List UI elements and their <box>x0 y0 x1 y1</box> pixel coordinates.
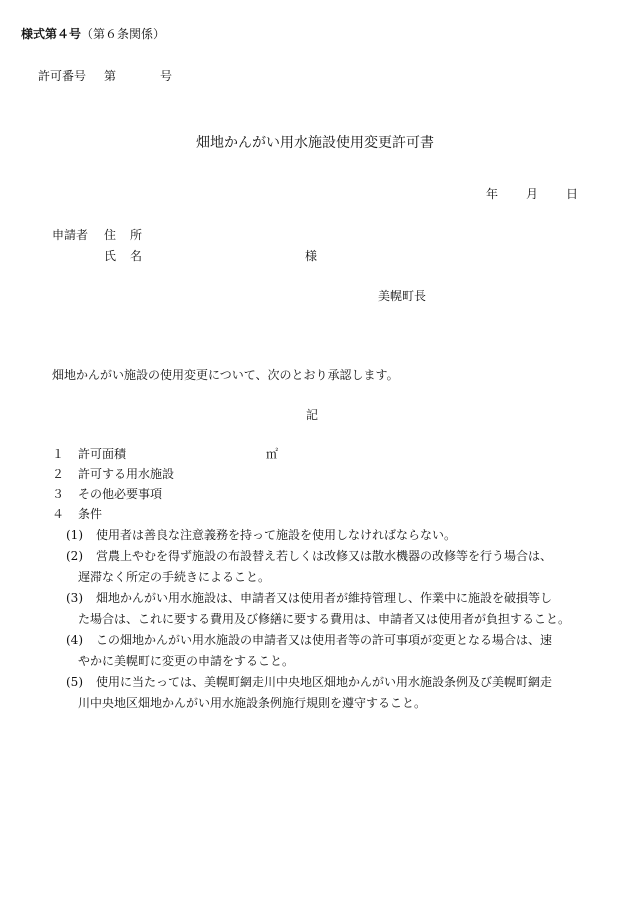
condition-line1: 使用者は善良な注意義務を持って施設を使用しなければならない。 <box>96 528 457 542</box>
condition-number: (3) <box>66 591 83 605</box>
condition-line2: た場合は、これに要する費用及び修繕に要する費用は、申請者又は使用者が負担すること。 <box>78 612 571 626</box>
address-label: 住所 <box>104 228 157 242</box>
form-number-label <box>21 26 165 42</box>
item-text: 許可する用水施設 <box>78 467 175 481</box>
permit-number-go: 号 <box>160 69 173 83</box>
date-day-label: 日 <box>566 187 579 201</box>
name-label: 氏名 <box>104 249 157 263</box>
honorific-sama: 様 <box>305 249 318 263</box>
item-number: ３ <box>52 487 65 501</box>
permit-number-label: 許可番号 <box>38 69 87 83</box>
permit-number-dai: 第 <box>104 69 117 83</box>
item-text: その他必要事項 <box>78 487 163 501</box>
document-title: 畑地かんがい用水施設使用変更許可書 <box>196 135 434 151</box>
condition-line2: やかに美幌町に変更の申請をすること。 <box>78 654 295 668</box>
condition-line2: 遅滞なく所定の手続きによること。 <box>78 570 271 584</box>
issuer-mayor: 美幌町長 <box>378 289 427 303</box>
list-item <box>52 486 162 502</box>
area-unit: ㎡ <box>266 447 279 461</box>
condition-item <box>66 546 616 588</box>
date-month-label: 月 <box>526 187 539 201</box>
list-item <box>52 446 126 462</box>
condition-item <box>66 672 616 714</box>
condition-item <box>66 588 616 630</box>
applicant-label: 申請者 <box>52 228 89 242</box>
item-text: 許可面積 <box>78 447 127 461</box>
condition-number: (1) <box>66 528 83 542</box>
list-item <box>52 466 174 482</box>
item-text: 条件 <box>78 507 103 521</box>
condition-line1: 畑地かんがい用水施設は、申請者又は使用者が維持管理し、作業中に施設を破損等し <box>96 591 553 605</box>
condition-number: (2) <box>66 549 83 563</box>
ki-heading: 記 <box>306 408 319 422</box>
article-reference: （第６条関係） <box>81 27 166 41</box>
condition-item <box>66 630 616 672</box>
condition-line1: 使用に当たっては、美幌町網走川中央地区畑地かんがい用水施設条例及び美幌町網走 <box>96 675 553 689</box>
approval-statement: 畑地かんがい施設の使用変更について、次のとおり承認します。 <box>52 368 399 382</box>
condition-item <box>66 525 616 546</box>
item-number: ２ <box>52 467 65 481</box>
form-number: 様式第４号 <box>21 27 82 41</box>
condition-number: (4) <box>66 633 83 647</box>
item-number: ４ <box>52 507 65 521</box>
condition-line1: この畑地かんがい用水施設の申請者又は使用者等の許可事項が変更となる場合は、速 <box>96 633 553 647</box>
condition-line2: 川中央地区畑地かんがい用水施設条例施行規則を遵守すること。 <box>78 696 427 710</box>
list-item <box>52 506 102 522</box>
date-year-label: 年 <box>486 187 499 201</box>
item-number: １ <box>52 447 65 461</box>
condition-line1: 営農上やむを得ず施設の布設替え若しくは改修又は散水機器の改修等を行う場合は、 <box>96 549 553 563</box>
condition-number: (5) <box>66 675 83 689</box>
